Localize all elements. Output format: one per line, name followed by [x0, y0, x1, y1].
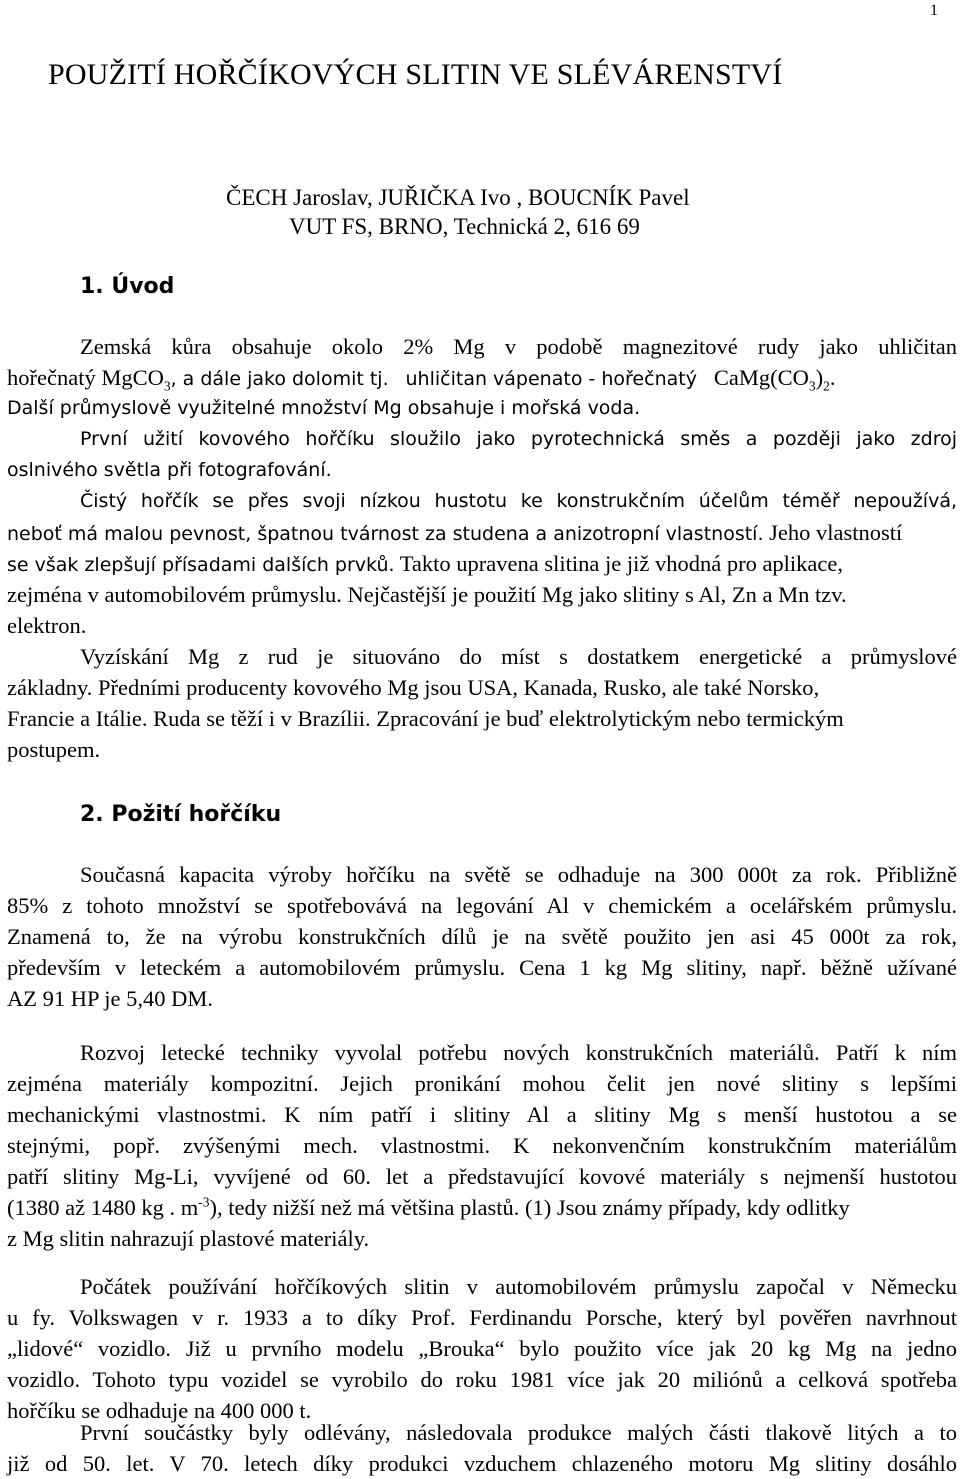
section-2-paragraph-4 [7, 1417, 957, 1479]
superscript: -3 [198, 1194, 210, 1210]
paragraph-line: Další průmyslově využitelné množství Mg obsahuje i mořská voda. [7, 397, 641, 419]
text-span: , a dále jako dolomit tj. [170, 368, 389, 390]
paragraph-line: postupem. [7, 737, 101, 762]
paragraph-line: Rozvoj letecké techniky vyvolal potřebu nových konstrukčních materiálů. Patří k ním [80, 1040, 957, 1065]
paragraph-line: zejména v automobilovém průmyslu. Nejčastější je použití Mg jako slitiny s Al, Zn a Mn tzv. [7, 582, 847, 607]
paragraph-line [7, 548, 957, 579]
paragraph-line: hořčíku se odhaduje na 400 000 t. [7, 1398, 312, 1423]
paragraph-line: Současná kapacita výroby hořčíku na světě se odhaduje na 300 000t za rok. Přibližně [80, 862, 957, 887]
text-span: Jeho vlastností [763, 520, 903, 545]
paragraph-line: mechanickými vlastnostmi. K ním patří i slitiny Al a slitiny Mg s menší hustotou a se [7, 1102, 957, 1127]
paragraph-line: již od 50. let. V 70. letech díky produkci vzduchem chlazeného motoru Mg slitiny dosáhlo [7, 1451, 957, 1476]
paragraph-line: elektron. [7, 613, 87, 638]
paragraph-line: 85% z tohoto množství se spotřebovává na legování Al v chemickém a ocelářském průmyslu. [7, 893, 957, 918]
text-span: Takto upravena slitina je již vhodná pro aplikace, [394, 551, 844, 576]
paragraph-line: AZ 91 HP je 5,40 DM. [7, 986, 214, 1011]
paragraph-line: Čistý hořčík se přes svoji nízkou hustotu ke konstrukčním účelům téměř nepoužívá, [80, 490, 957, 512]
paragraph-line: „lidové“ vozidlo. Již u prvního modelu „Brouka“ bylo použito více jak 20 kg Mg na jedno [7, 1336, 957, 1361]
text-span: (1380 až 1480 kg . m [7, 1195, 199, 1220]
page-number: 1 [930, 2, 938, 19]
paragraph-line: Zemská kůra obsahuje okolo 2% Mg v podobě magnezitové rudy jako uhličitan [80, 334, 957, 359]
paragraph-line: patří slitiny Mg-Li, vyvíjené od 60. let a představující kovové materiály s nejmenší hustotou [7, 1164, 957, 1189]
subscript: 3 [163, 378, 171, 394]
paragraph-line: První součástky byly odlévány, následovala produkce malých části tlakově litých a to [80, 1420, 957, 1445]
paragraph-line: z Mg slitin nahrazují plastové materiály. [7, 1226, 370, 1251]
text-span: se však zlepšují přísadami dalších prvků. [7, 554, 395, 576]
paragraph-line: První užití kovového hořčíku sloužilo jako pyrotechnická směs a později jako zdroj [80, 428, 957, 450]
section-1-heading: 1. Úvod [80, 274, 175, 299]
text-span: uhličitan vápenato - hořečnatý [405, 368, 697, 390]
subscript: 3 [808, 378, 816, 394]
subscript: 2 [823, 378, 830, 394]
text-span: neboť má malou pevnost, špatnou tvárnost za studena a anizotropní vlastností. [7, 523, 764, 545]
paragraph-line [7, 1192, 957, 1223]
paragraph-line: Vyzískání Mg z rud je situováno do míst s dostatkem energetické a průmyslové [80, 644, 957, 669]
section-2-heading: 2. Požití hořčíku [80, 802, 282, 827]
section-2-paragraph-1 [7, 859, 957, 1014]
paragraph-line: vozidlo. Tohoto typu vozidel se vyrobilo do roku 1981 více jak 20 miliónů a celková spotřeba [7, 1367, 957, 1392]
paragraph-line: Počátek používání hořčíkových slitin v automobilovém průmyslu započal v Německu [80, 1274, 957, 1299]
paragraph-line: stejnými, popř. zvýšenými mech. vlastnostmi. K nekonvenčním konstrukčním materiálům [7, 1133, 957, 1158]
paragraph-line: základny. Předními producenty kovového Mg jsou USA, Kanada, Rusko, ale také Norsko, [7, 675, 820, 700]
section-2-paragraph-3 [7, 1271, 957, 1426]
page-title: POUŽITÍ HOŘČÍKOVÝCH SLITIN VE SLÉVÁRENSTVÍ [48, 58, 783, 91]
paragraph-line: Znamená to, že na výrobu konstrukčních dílů je na světě použito jen asi 45 000t za rok, [7, 924, 957, 949]
text-span: ), tedy nižší než má většina plastů. (1) Jsou známy případy, kdy odlitky [209, 1195, 850, 1220]
paragraph-line: u fy. Volkswagen v r. 1933 a to díky Prof. Ferdinandu Porsche, který byl pověřen navrhnout [7, 1305, 957, 1330]
paragraph-line: především v leteckém a automobilovém průmyslu. Cena 1 kg Mg slitiny, např. běžně užívané [7, 955, 957, 980]
paragraph-line [7, 362, 957, 393]
paragraph-line: Francie a Itálie. Ruda se těží i v Brazílii. Zpracování je buď elektrolytickým nebo termickým [7, 706, 844, 731]
paragraph-line [7, 517, 957, 548]
text-span: ) [815, 365, 824, 390]
paragraph-line: zejména materiály kompozitní. Jejich pronikání mohou čelit jen nové slitiny s lepšími [7, 1071, 957, 1096]
address: VUT FS, BRNO, Technická 2, 616 69 [289, 214, 640, 239]
authors: ČECH Jaroslav, JUŘIČKA Ivo , BOUCNÍK Pavel [226, 185, 690, 210]
section-1-body [7, 331, 957, 765]
text-span: hořečnatý MgCO [7, 365, 164, 390]
text-span: . [829, 365, 836, 390]
section-2-paragraph-2 [7, 1037, 957, 1254]
text-span: CaMg(CO [713, 365, 809, 390]
paragraph-line: oslnivého světla při fotografování. [7, 459, 332, 481]
